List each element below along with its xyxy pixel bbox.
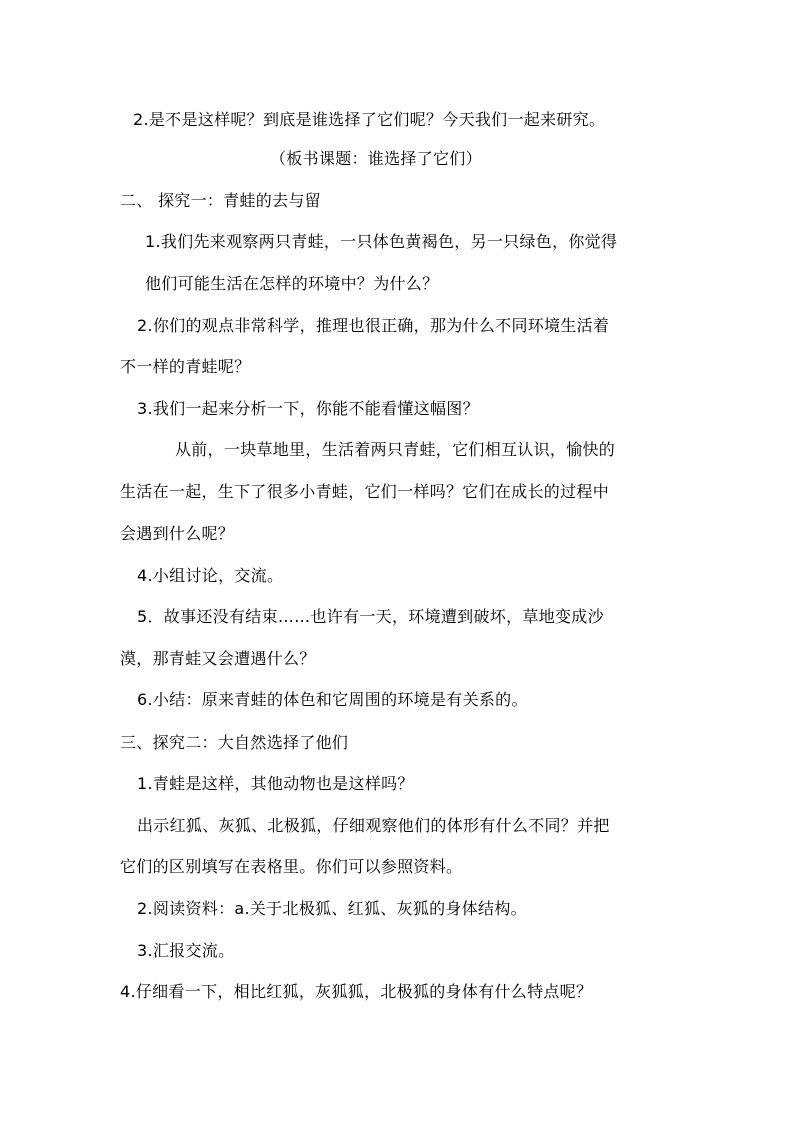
text-line: 它们的区别填写在表格里。你们可以参照资料。 <box>120 857 463 876</box>
section-heading-3: 三、探究二：大自然选择了他们 <box>120 733 349 752</box>
text-line: 生活在一起，生下了很多小青蛙，它们一样吗？它们在成长的过程中 <box>120 482 610 501</box>
text-line: 从前，一块草地里，生活着两只青蛙，它们相互认识，愉快的 <box>175 440 616 459</box>
text-line: 2.阅读资料：a.关于北极狐、红狐、灰狐的身体结构。 <box>137 899 527 918</box>
text-line: 2.你们的观点非常科学，推理也很正确，那为什么不同环境生活着 <box>137 316 610 335</box>
board-title: （板书课题：谁选择了它们） <box>270 149 482 168</box>
text-line: 4.仔细看一下，相比红狐，灰狐狐，北极狐的身体有什么特点呢？ <box>120 982 593 1001</box>
text-line: 出示红狐、灰狐、北极狐，仔细观察他们的体形有什么不同？并把 <box>137 816 610 835</box>
text-line: 3.我们一起来分析一下，你能不能看懂这幅图？ <box>137 399 479 418</box>
text-line: 3.汇报交流。 <box>137 941 235 960</box>
text-line: 5．故事还没有结束……也许有一天，环境遭到破坏，草地变成沙 <box>137 607 604 626</box>
text-line-intro: 2.是不是这样呢？到底是谁选择了它们呢？今天我们一起来研究。 <box>133 110 606 129</box>
text-line: 4.小组讨论，交流。 <box>137 566 284 585</box>
text-line: 漠，那青蛙又会遭遇什么？ <box>120 649 316 668</box>
text-line: 不一样的青蛙呢？ <box>120 357 251 376</box>
section-heading-2: 二、 探究一：青蛙的去与留 <box>120 191 321 210</box>
text-line: 会遇到什么呢？ <box>120 524 235 543</box>
text-line: 他们可能生活在怎样的环境中？为什么？ <box>145 274 439 293</box>
text-line: 1.我们先来观察两只青蛙，一只体色黄褐色，另一只绿色，你觉得 <box>145 232 618 251</box>
text-line: 1.青蛙是这样，其他动物也是这样吗？ <box>137 774 414 793</box>
text-line: 6.小结：原来青蛙的体色和它周围的环境是有关系的。 <box>137 690 528 709</box>
